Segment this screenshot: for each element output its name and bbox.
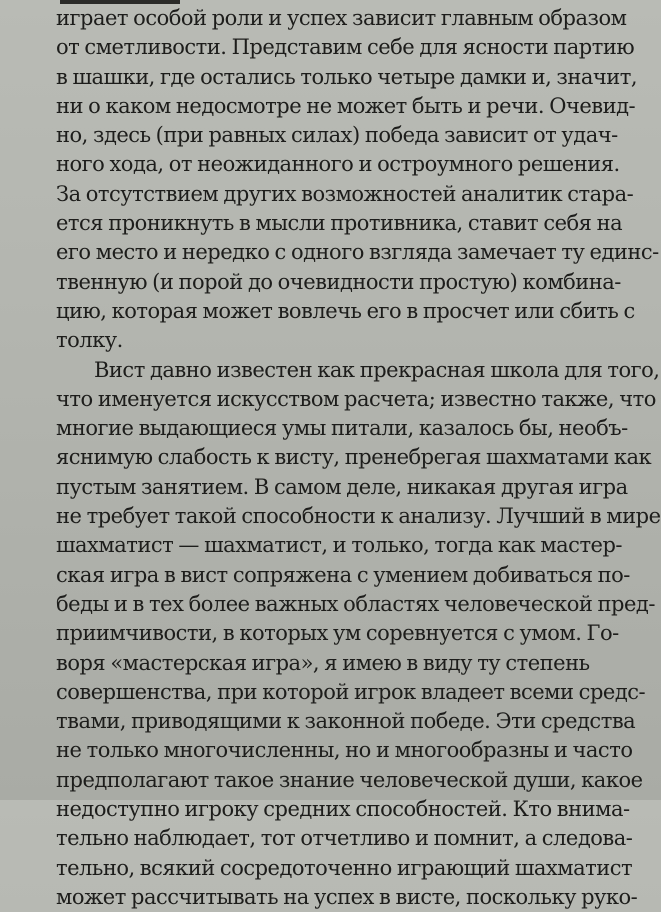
text-line: шахматист — шахматист, и только, тогда как мастер- xyxy=(56,533,623,558)
text-line: ни о каком недосмотре не может быть и речи. Очевид- xyxy=(56,93,636,118)
text-line: играет особой роли и успех зависит главным образом xyxy=(56,6,627,30)
text-line: недоступно игроку средних способностей. Кто внима- xyxy=(56,797,630,822)
text-line: беды и в тех более важных областях человеческой пред- xyxy=(56,591,655,616)
text-line: тельно, всякий сосредоточенно играющий шахматист xyxy=(56,855,633,880)
text-line: твенную (и порой до очевидности простую) комбина- xyxy=(56,269,621,294)
text-line: ется проникнуть в мысли противника, ставит себя на xyxy=(56,211,623,236)
text-line: Вист давно известен как прекрасная школа для того, xyxy=(94,357,660,382)
text-line: что именуется искусством расчета; известно также, что xyxy=(56,386,656,411)
text-line: в шашки, где остались только четыре дамки и, значит, xyxy=(56,64,638,89)
paragraph-2 xyxy=(56,356,661,912)
page-text xyxy=(56,4,661,912)
text-line: многие выдающиеся умы питали, казалось бы, необъ- xyxy=(56,416,628,441)
text-line: тельно наблюдает, тот отчетливо и помнит, а следова- xyxy=(56,826,633,851)
text-line: воря «мастерская игра», я имею в виду ту степень xyxy=(56,650,590,675)
text-line: но, здесь (при равных силах) победа зависит от удач- xyxy=(56,123,618,148)
text-line: яснимую слабость к висту, пренебрегая шахматами как xyxy=(56,445,652,470)
paragraph-1 xyxy=(56,4,659,356)
text-line: приимчивости, в которых ум соревнуется с умом. Го- xyxy=(56,621,619,646)
text-line: может рассчитывать на успех в висте, поскольку руко- xyxy=(56,884,638,909)
text-line: предполагают такое знание человеческой души, какое xyxy=(56,767,643,792)
text-line: ного хода, от неожиданного и остроумного решения. xyxy=(56,152,620,177)
text-line: За отсутствием других возможностей аналитик стара- xyxy=(56,181,634,206)
text-line: не требует такой способности к анализу. Лучший в мире xyxy=(56,504,661,529)
text-line: от сметливости. Представим себе для ясности партию xyxy=(56,35,635,60)
text-line: совершенства, при которой игрок владеет всеми средс- xyxy=(56,679,646,704)
text-line: его место и нередко с одного взгляда замечает ту единс- xyxy=(56,240,659,265)
text-line: пустым занятием. В самом деле, никакая другая игра xyxy=(56,474,628,499)
text-line: толку. xyxy=(56,328,123,353)
text-line: твами, приводящими к законной победе. Эти средства xyxy=(56,709,636,734)
text-line: не только многочисленны, но и многообразны и часто xyxy=(56,738,633,763)
text-line: ская игра в вист сопряжена с умением добиваться по- xyxy=(56,562,630,587)
text-line: цию, которая может вовлечь его в просчет или сбить с xyxy=(56,298,635,323)
